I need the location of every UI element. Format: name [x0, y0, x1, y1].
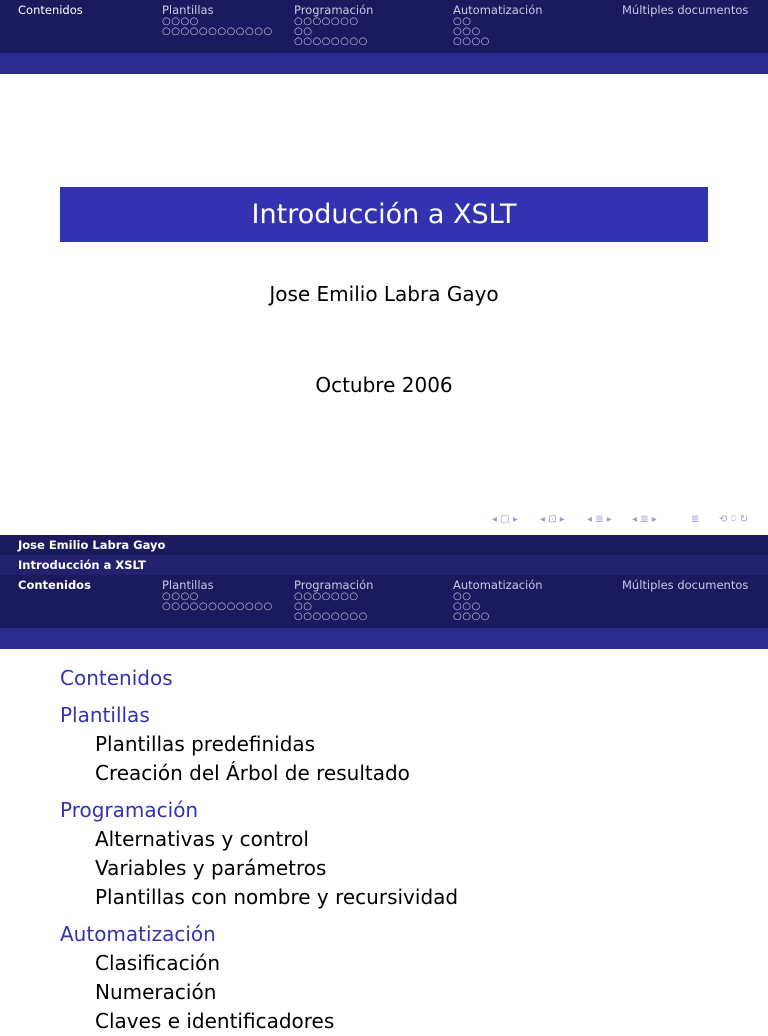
- navbar-band: [0, 628, 768, 649]
- nav-section-plantillas[interactable]: [162, 4, 273, 37]
- nav-dots[interactable]: ○○○○○○○: [294, 591, 359, 602]
- nav-dots[interactable]: ○○○○: [453, 36, 490, 47]
- nav-section-automatizacion[interactable]: [453, 579, 543, 622]
- frame-nav-icon[interactable]: ◂ □ ▸: [492, 514, 518, 525]
- subsection-nav-icon[interactable]: ◂ ⊡ ▸: [540, 514, 565, 525]
- toc-subsection[interactable]: Creación del Árbol de resultado: [95, 761, 410, 785]
- navbar-second: [0, 575, 768, 628]
- nav-dots[interactable]: ○○: [294, 26, 313, 37]
- nav-dots[interactable]: ○○○○○○○○○○○○: [162, 26, 273, 37]
- navbar-top: [0, 0, 768, 53]
- nav-section-automatizacion[interactable]: [453, 4, 543, 47]
- search-back-forward-icon[interactable]: ⟲ ⍥ ↻: [719, 514, 749, 525]
- nav-section-multiples[interactable]: [622, 4, 748, 17]
- footer-author-bar: [0, 535, 768, 555]
- toc-subsection[interactable]: Plantillas predefinidas: [95, 732, 316, 756]
- footer-author: Jose Emilio Labra Gayo: [18, 538, 166, 552]
- footer-title-bar: [0, 555, 768, 575]
- nav-section-label: Contenidos: [18, 578, 91, 592]
- toc-section-automatizacion[interactable]: Automatización: [60, 922, 216, 946]
- beamer-nav-controls: [492, 514, 762, 528]
- nav-dots[interactable]: ○○: [453, 16, 472, 27]
- toc-section-programacion[interactable]: Programación: [60, 798, 199, 822]
- align-icon[interactable]: ≣: [691, 514, 700, 525]
- navbar-band: [0, 53, 768, 74]
- nav-section-programacion[interactable]: [294, 579, 373, 622]
- nav-section-label: Programación: [294, 3, 374, 17]
- nav-dots[interactable]: ○○○○: [162, 591, 199, 602]
- toc-section-contenidos[interactable]: Contenidos: [60, 666, 173, 690]
- nav-dots[interactable]: ○○○○○○○○: [294, 36, 368, 47]
- slide-author: Jose Emilio Labra Gayo: [269, 282, 499, 306]
- nav-section-contenidos[interactable]: [18, 4, 83, 17]
- nav-section-label: Contenidos: [18, 3, 83, 17]
- nav-section-label: Plantillas: [162, 3, 214, 17]
- section-nav-icon[interactable]: ◂ ≣ ▸: [587, 514, 612, 525]
- toc-subsection[interactable]: Clasificación: [95, 951, 221, 975]
- nav-dots[interactable]: ○○○: [453, 26, 481, 37]
- nav-section-label: Múltiples documentos: [622, 3, 749, 17]
- nav-section-plantillas[interactable]: [162, 579, 273, 612]
- nav-dots[interactable]: ○○: [453, 591, 472, 602]
- toc-subsection[interactable]: Variables y parámetros: [95, 856, 327, 880]
- nav-section-label: Automatización: [453, 3, 543, 17]
- nav-dots[interactable]: ○○○: [453, 601, 481, 612]
- nav-section-label: Plantillas: [162, 578, 214, 592]
- nav-dots[interactable]: ○○: [294, 601, 313, 612]
- nav-dots[interactable]: ○○○○○○○○○○○○: [162, 601, 273, 612]
- footer-title: Introducción a XSLT: [18, 558, 146, 572]
- table-of-contents: [60, 664, 760, 1036]
- toc-subsection[interactable]: Numeración: [95, 980, 217, 1004]
- toc-subsection[interactable]: Plantillas con nombre y recursividad: [95, 885, 459, 909]
- document-nav-icon[interactable]: ◂ ≣ ▸: [632, 514, 657, 525]
- toc-subsection[interactable]: Claves e identificadores: [95, 1009, 335, 1033]
- nav-section-label: Programación: [294, 578, 374, 592]
- nav-section-contenidos[interactable]: [18, 579, 91, 592]
- nav-dots[interactable]: ○○○○○○○○: [294, 611, 368, 622]
- slide-title-text: Introducción a XSLT: [251, 199, 517, 230]
- slide-date: Octubre 2006: [315, 373, 453, 397]
- nav-dots[interactable]: ○○○○○○○: [294, 16, 359, 27]
- nav-dots[interactable]: ○○○○: [453, 611, 490, 622]
- nav-section-label: Automatización: [453, 578, 543, 592]
- toc-section-plantillas[interactable]: Plantillas: [60, 703, 150, 727]
- nav-section-label: Múltiples documentos: [622, 578, 749, 592]
- nav-section-multiples[interactable]: [622, 579, 748, 592]
- slide-title: [60, 187, 708, 242]
- toc-subsection[interactable]: Alternativas y control: [95, 827, 309, 851]
- nav-dots[interactable]: ○○○○: [162, 16, 199, 27]
- nav-section-programacion[interactable]: [294, 4, 373, 47]
